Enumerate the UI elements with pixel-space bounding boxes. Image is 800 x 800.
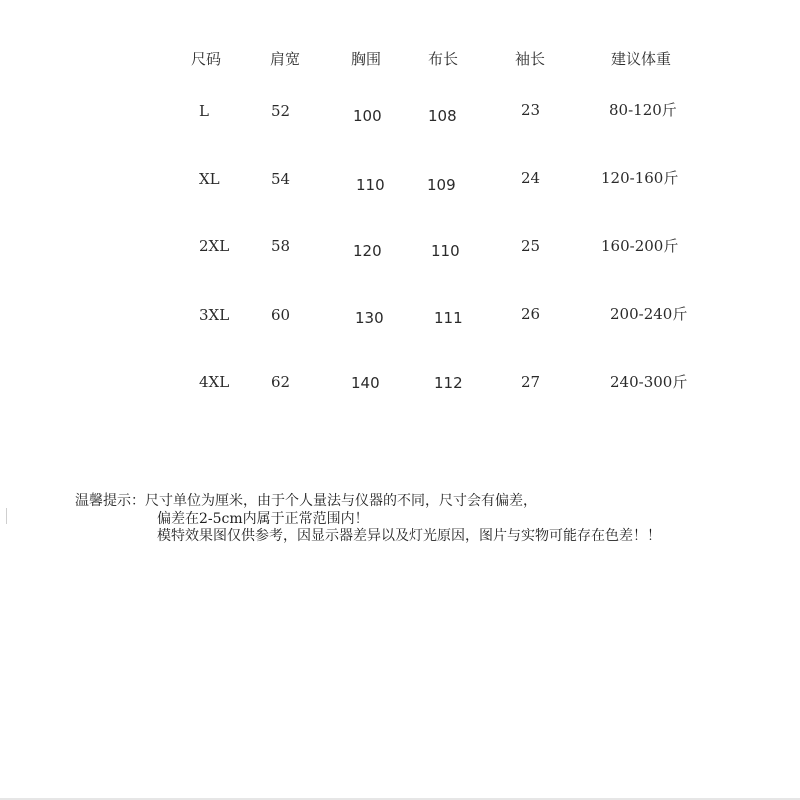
row-3xl-shoulder: 60: [271, 306, 291, 324]
header-weight: 建议体重: [611, 50, 672, 68]
row-l-sleeve: 23: [521, 101, 541, 119]
header-size: 尺码: [191, 50, 222, 68]
header-chest: 胸围: [351, 50, 382, 68]
row-2xl-length: 110: [431, 242, 460, 260]
row-4xl-shoulder: 62: [271, 373, 291, 391]
row-2xl-size: 2XL: [199, 237, 230, 255]
row-4xl-weight: 240-300斤: [610, 373, 688, 391]
left-edge-mark: [6, 508, 7, 524]
header-shoulder: 肩宽: [270, 50, 301, 68]
row-l-shoulder: 52: [271, 102, 291, 120]
header-length: 布长: [428, 50, 459, 68]
row-xl-sleeve: 24: [521, 169, 541, 187]
row-4xl-length: 112: [434, 374, 463, 392]
notice-line-3: 模特效果图仅供参考，因显示器差异以及灯光原因，图片与实物可能存在色差！！: [157, 528, 661, 544]
row-l-length: 108: [428, 107, 457, 125]
notice-line-1: 温馨提示：尺寸单位为厘米，由于个人量法与仪器的不同，尺寸会有偏差，: [75, 493, 537, 509]
row-xl-chest: 110: [356, 176, 385, 194]
row-3xl-weight: 200-240斤: [610, 305, 688, 323]
row-xl-shoulder: 54: [271, 170, 291, 188]
row-l-weight: 80-120斤: [609, 101, 677, 119]
row-4xl-sleeve: 27: [521, 373, 541, 391]
row-3xl-chest: 130: [355, 309, 384, 327]
row-2xl-weight: 160-200斤: [601, 237, 679, 255]
header-sleeve: 袖长: [515, 50, 546, 68]
row-l-chest: 100: [353, 107, 382, 125]
row-xl-length: 109: [427, 176, 456, 194]
row-2xl-sleeve: 25: [521, 237, 541, 255]
row-l-size: L: [199, 102, 209, 120]
row-2xl-chest: 120: [353, 242, 382, 260]
row-3xl-size: 3XL: [199, 306, 230, 324]
row-2xl-shoulder: 58: [271, 237, 291, 255]
row-xl-size: XL: [199, 170, 220, 188]
notice-line-2: 偏差在2-5cm内属于正常范围内！: [157, 511, 369, 527]
row-xl-weight: 120-160斤: [601, 169, 679, 187]
row-3xl-sleeve: 26: [521, 305, 541, 323]
row-4xl-size: 4XL: [199, 373, 230, 391]
row-4xl-chest: 140: [351, 374, 380, 392]
row-3xl-length: 111: [434, 309, 463, 327]
